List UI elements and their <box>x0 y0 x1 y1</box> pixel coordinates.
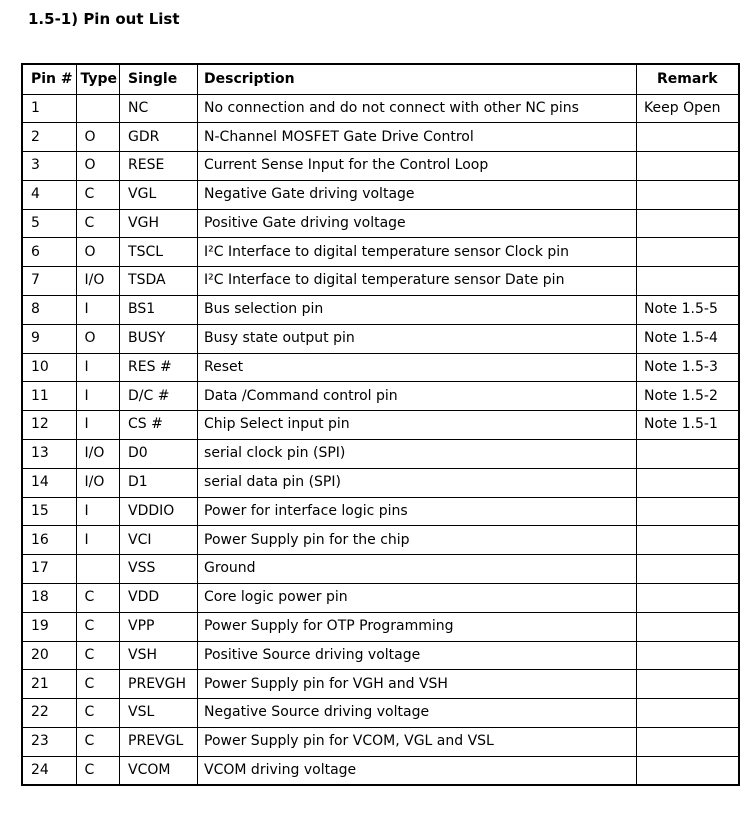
column-header-description: Description <box>198 64 637 94</box>
single-cell: NC <box>120 94 198 123</box>
column-header-remark: Remark <box>637 64 739 94</box>
single-cell: VCI <box>120 526 198 555</box>
type-cell: I <box>76 411 120 440</box>
pin-cell: 23 <box>22 728 76 757</box>
single-cell: D0 <box>120 440 198 469</box>
remark-cell <box>637 756 739 785</box>
type-cell: C <box>76 699 120 728</box>
remark-cell <box>637 699 739 728</box>
remark-cell <box>637 267 739 296</box>
single-cell: TSDA <box>120 267 198 296</box>
table-row <box>22 267 739 296</box>
pin-cell: 1 <box>22 94 76 123</box>
type-cell: C <box>76 670 120 699</box>
single-cell: BUSY <box>120 324 198 353</box>
remark-cell <box>637 728 739 757</box>
single-cell: VDD <box>120 584 198 613</box>
description-cell: VCOM driving voltage <box>198 756 637 785</box>
description-cell: Reset <box>198 353 637 382</box>
type-cell: C <box>76 584 120 613</box>
pin-cell: 2 <box>22 123 76 152</box>
remark-cell: Keep Open <box>637 94 739 123</box>
single-cell: TSCL <box>120 238 198 267</box>
pin-cell: 11 <box>22 382 76 411</box>
pin-cell: 19 <box>22 612 76 641</box>
remark-cell <box>637 238 739 267</box>
single-cell: VSS <box>120 555 198 584</box>
type-cell <box>76 94 120 123</box>
type-cell: I/O <box>76 267 120 296</box>
table-row <box>22 497 739 526</box>
type-cell: O <box>76 324 120 353</box>
table-header <box>22 64 739 94</box>
type-cell: I <box>76 296 120 325</box>
pin-cell: 24 <box>22 756 76 785</box>
remark-cell <box>637 584 739 613</box>
single-cell: BS1 <box>120 296 198 325</box>
single-cell: GDR <box>120 123 198 152</box>
description-cell: serial clock pin (SPI) <box>198 440 637 469</box>
page-title: 1.5-1) Pin out List <box>28 10 180 28</box>
pin-cell: 5 <box>22 209 76 238</box>
table-body <box>22 94 739 785</box>
type-cell: C <box>76 180 120 209</box>
table-row <box>22 526 739 555</box>
remark-cell: Note 1.5-4 <box>637 324 739 353</box>
description-cell: Power for interface logic pins <box>198 497 637 526</box>
single-cell: RES # <box>120 353 198 382</box>
single-cell: VSL <box>120 699 198 728</box>
table-row <box>22 209 739 238</box>
single-cell: VCOM <box>120 756 198 785</box>
description-cell: N-Channel MOSFET Gate Drive Control <box>198 123 637 152</box>
remark-cell <box>637 440 739 469</box>
description-cell: Bus selection pin <box>198 296 637 325</box>
remark-cell: Note 1.5-1 <box>637 411 739 440</box>
table-row <box>22 123 739 152</box>
type-cell: O <box>76 238 120 267</box>
description-cell: Chip Select input pin <box>198 411 637 440</box>
pin-cell: 9 <box>22 324 76 353</box>
table-row <box>22 440 739 469</box>
type-cell: C <box>76 612 120 641</box>
description-cell: I²C Interface to digital temperature sensor Date pin <box>198 267 637 296</box>
table-row <box>22 641 739 670</box>
remark-cell <box>637 152 739 181</box>
table-row <box>22 94 739 123</box>
description-cell: Power Supply pin for VCOM, VGL and VSL <box>198 728 637 757</box>
single-cell: VGL <box>120 180 198 209</box>
table-row <box>22 180 739 209</box>
type-cell: I <box>76 353 120 382</box>
pin-cell: 15 <box>22 497 76 526</box>
type-cell: I <box>76 382 120 411</box>
pin-cell: 4 <box>22 180 76 209</box>
description-cell: Negative Source driving voltage <box>198 699 637 728</box>
description-cell: No connection and do not connect with other NC pins <box>198 94 637 123</box>
pin-cell: 16 <box>22 526 76 555</box>
remark-cell <box>637 180 739 209</box>
description-cell: Data /Command control pin <box>198 382 637 411</box>
type-cell <box>76 555 120 584</box>
remark-cell <box>637 670 739 699</box>
pin-cell: 12 <box>22 411 76 440</box>
table-row <box>22 324 739 353</box>
type-cell: I/O <box>76 468 120 497</box>
column-header-type: Type <box>76 64 120 94</box>
description-cell: Power Supply pin for VGH and VSH <box>198 670 637 699</box>
type-cell: C <box>76 209 120 238</box>
header-row <box>22 64 739 94</box>
column-header-single: Single <box>120 64 198 94</box>
description-cell: Positive Gate driving voltage <box>198 209 637 238</box>
column-header-pin: Pin # <box>22 64 76 94</box>
table-row <box>22 238 739 267</box>
pin-cell: 3 <box>22 152 76 181</box>
table-row <box>22 756 739 785</box>
single-cell: D/C # <box>120 382 198 411</box>
remark-cell <box>637 641 739 670</box>
pin-cell: 6 <box>22 238 76 267</box>
table-row <box>22 670 739 699</box>
remark-cell <box>637 497 739 526</box>
description-cell: Power Supply pin for the chip <box>198 526 637 555</box>
table-row <box>22 152 739 181</box>
table-row <box>22 296 739 325</box>
single-cell: PREVGL <box>120 728 198 757</box>
pin-cell: 17 <box>22 555 76 584</box>
single-cell: VGH <box>120 209 198 238</box>
description-cell: I²C Interface to digital temperature sensor Clock pin <box>198 238 637 267</box>
pinout-table <box>21 63 740 786</box>
pin-cell: 8 <box>22 296 76 325</box>
table-row <box>22 382 739 411</box>
type-cell: C <box>76 756 120 785</box>
pin-cell: 22 <box>22 699 76 728</box>
remark-cell <box>637 612 739 641</box>
remark-cell <box>637 555 739 584</box>
table-row <box>22 468 739 497</box>
type-cell: C <box>76 728 120 757</box>
description-cell: Negative Gate driving voltage <box>198 180 637 209</box>
description-cell: Positive Source driving voltage <box>198 641 637 670</box>
type-cell: I <box>76 526 120 555</box>
single-cell: PREVGH <box>120 670 198 699</box>
description-cell: Ground <box>198 555 637 584</box>
remark-cell <box>637 468 739 497</box>
single-cell: VDDIO <box>120 497 198 526</box>
pin-cell: 13 <box>22 440 76 469</box>
description-cell: serial data pin (SPI) <box>198 468 637 497</box>
type-cell: I/O <box>76 440 120 469</box>
single-cell: VSH <box>120 641 198 670</box>
remark-cell <box>637 209 739 238</box>
description-cell: Busy state output pin <box>198 324 637 353</box>
remark-cell: Note 1.5-3 <box>637 353 739 382</box>
table-row <box>22 699 739 728</box>
description-cell: Current Sense Input for the Control Loop <box>198 152 637 181</box>
single-cell: D1 <box>120 468 198 497</box>
remark-cell <box>637 123 739 152</box>
remark-cell: Note 1.5-2 <box>637 382 739 411</box>
table-row <box>22 353 739 382</box>
remark-cell <box>637 526 739 555</box>
single-cell: CS # <box>120 411 198 440</box>
single-cell: VPP <box>120 612 198 641</box>
type-cell: C <box>76 641 120 670</box>
description-cell: Power Supply for OTP Programming <box>198 612 637 641</box>
pin-cell: 14 <box>22 468 76 497</box>
table-row <box>22 612 739 641</box>
pin-cell: 20 <box>22 641 76 670</box>
pin-cell: 18 <box>22 584 76 613</box>
type-cell: O <box>76 152 120 181</box>
table-row <box>22 584 739 613</box>
table-row <box>22 728 739 757</box>
description-cell: Core logic power pin <box>198 584 637 613</box>
single-cell: RESE <box>120 152 198 181</box>
remark-cell: Note 1.5-5 <box>637 296 739 325</box>
table-row <box>22 411 739 440</box>
pin-cell: 21 <box>22 670 76 699</box>
pin-cell: 10 <box>22 353 76 382</box>
type-cell: O <box>76 123 120 152</box>
type-cell: I <box>76 497 120 526</box>
pin-cell: 7 <box>22 267 76 296</box>
table-row <box>22 555 739 584</box>
